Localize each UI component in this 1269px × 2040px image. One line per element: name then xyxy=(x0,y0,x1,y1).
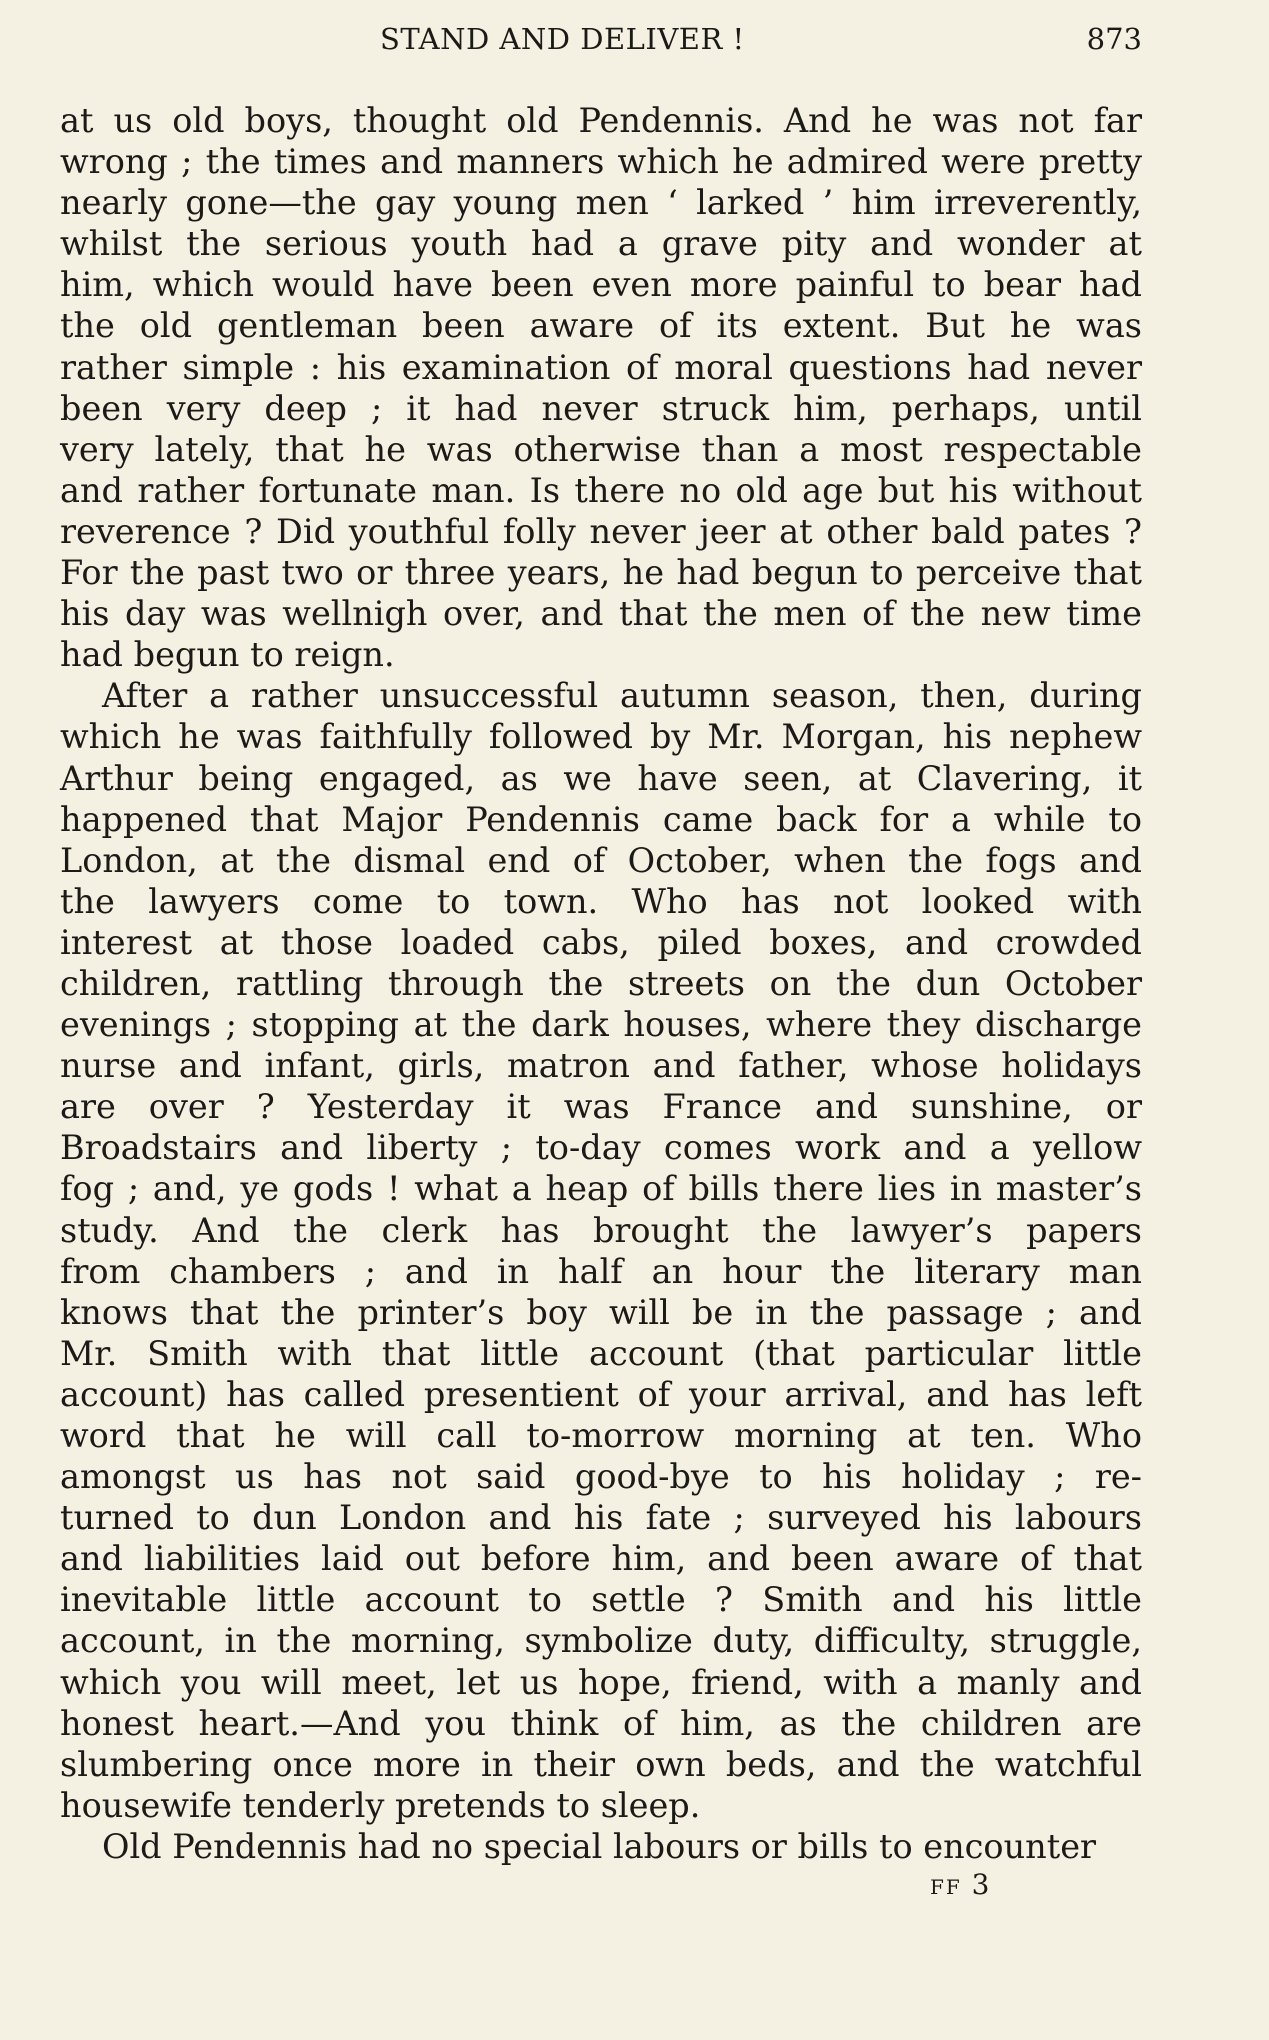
text-line: whilst the serious youth had a grave pity and wonder at xyxy=(60,224,1142,264)
text-line: children, rattling through the streets on the dun October xyxy=(60,963,1142,1003)
text-line: After a rather unsuccessful autumn season, then, during xyxy=(102,676,1142,716)
running-head: STAND AND DELIVER ! xyxy=(380,22,745,56)
text-line: and rather fortunate man. Is there no old age but his without xyxy=(60,470,1142,510)
text-line: word that he will call to-morrow morning at ten. Who xyxy=(60,1416,1142,1455)
text-line: the old gentleman been aware of its extent. But he was xyxy=(60,306,1142,346)
text-line: Mr. Smith with that little account (that particular little xyxy=(60,1333,1142,1373)
text-line: slumbering once more in their own beds, and the watchful xyxy=(60,1744,1142,1784)
text-line: honest heart.—And you think of him, as the children are xyxy=(60,1703,1142,1743)
paragraph xyxy=(60,1826,1142,1867)
text-line: happened that Major Pendennis came back for a while to xyxy=(60,799,1142,839)
paragraph xyxy=(60,100,1142,675)
text-line: London, at the dismal end of October, when the fogs and xyxy=(60,840,1142,880)
text-line: his day was wellnigh over, and that the men of the new time xyxy=(60,594,1142,634)
text-line: wrong ; the times and manners which he admired were pretty xyxy=(60,142,1142,182)
text-line: study. And the clerk has brought the lawyer’s papers xyxy=(60,1210,1142,1250)
text-line: amongst us has not said good-bye to his holiday ; re- xyxy=(60,1457,1142,1497)
text-line: housewife tenderly pretends to sleep. xyxy=(60,1785,701,1825)
text-line: Old Pendennis had no special labours or bills to encounter xyxy=(102,1826,1097,1866)
text-line: interest at those loaded cabs, piled boxes, and crowded xyxy=(60,922,1142,962)
text-line: are over ? Yesterday it was France and sunshine, or xyxy=(60,1087,1142,1127)
text-line: inevitable little account to settle ? Smith and his little xyxy=(60,1580,1142,1620)
text-line: from chambers ; and in half an hour the literary man xyxy=(60,1251,1142,1291)
text-line: nearly gone—the gay young men ‘ larked ’ him irreverently, xyxy=(60,183,1142,223)
text-line: nurse and infant, girls, matron and father, whose holidays xyxy=(60,1046,1142,1086)
text-line: which you will meet, let us hope, friend, with a manly and xyxy=(60,1662,1142,1702)
text-line: Broadstairs and liberty ; to-day comes work and a yellow xyxy=(60,1128,1142,1168)
signature-letters: FF xyxy=(930,1875,962,1899)
text-line: knows that the printer’s boy will be in the passage ; and xyxy=(60,1292,1142,1332)
text-line: account) has called presentient of your arrival, and has left xyxy=(60,1374,1142,1414)
text-line: Arthur being engaged, as we have seen, at Clavering, it xyxy=(60,758,1142,798)
text-line: and liabilities laid out before him, and been aware of that xyxy=(60,1539,1142,1579)
text-line: reverence ? Did youthful folly never jeer at other bald pates ? xyxy=(60,511,1142,551)
text-line: at us old boys, thought old Pendennis. And he was not far xyxy=(60,101,1142,140)
page-number: 873 xyxy=(1086,22,1142,56)
body-text xyxy=(60,100,1142,1867)
paragraph xyxy=(60,675,1142,1826)
text-line: turned to dun London and his fate ; surveyed his labours xyxy=(60,1498,1142,1538)
text-line: had begun to reign. xyxy=(60,635,395,675)
page-header xyxy=(62,22,1142,66)
text-line: the lawyers come to town. Who has not looked with xyxy=(60,881,1142,921)
text-line: him, which would have been even more painful to bear had xyxy=(60,265,1142,305)
signature-number: 3 xyxy=(971,1868,991,1901)
text-line: evenings ; stopping at the dark houses, where they discharge xyxy=(60,1005,1142,1045)
text-line: fog ; and, ye gods ! what a heap of bills there lies in master’s xyxy=(60,1169,1142,1209)
text-line: been very deep ; it had never struck him, perhaps, until xyxy=(60,388,1142,428)
text-line: account, in the morning, symbolize duty, difficulty, struggle, xyxy=(60,1621,1142,1661)
text-line: very lately, that he was otherwise than a most respectable xyxy=(60,429,1142,469)
text-line: For the past two or three years, he had begun to perceive that xyxy=(60,553,1142,593)
text-line: rather simple : his examination of moral questions had never xyxy=(60,347,1142,387)
text-line: which he was faithfully followed by Mr. Morgan, his nephew xyxy=(60,717,1142,757)
printer-signature xyxy=(930,1868,991,1901)
